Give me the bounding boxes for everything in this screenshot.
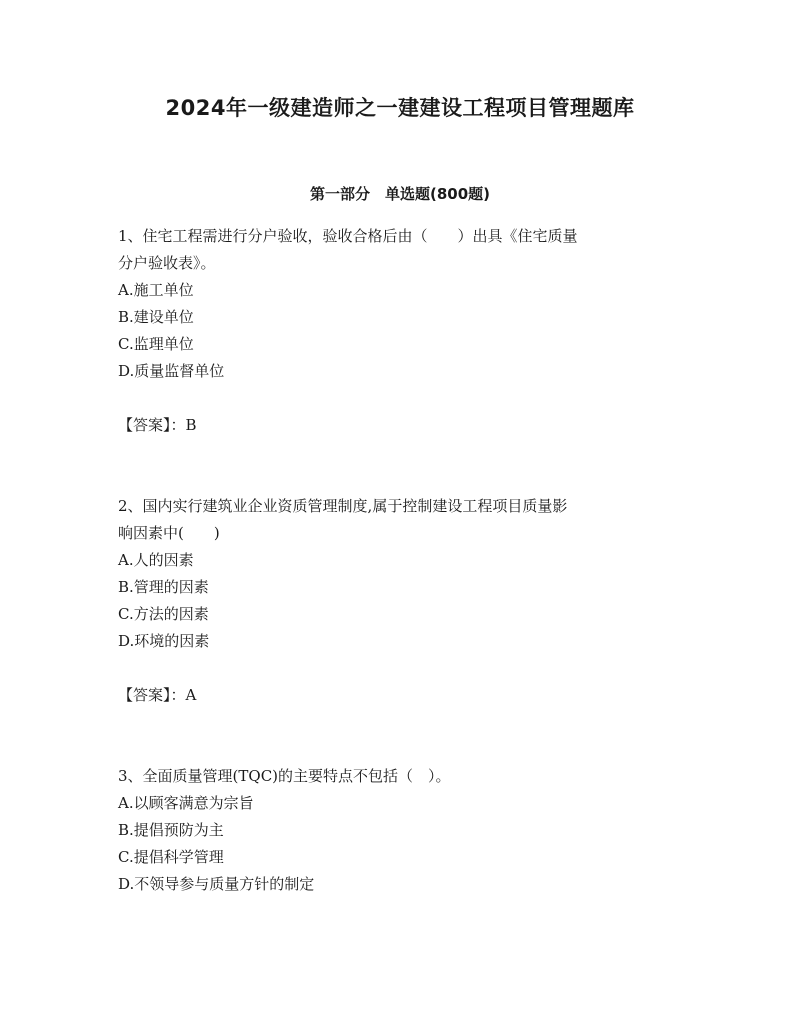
- option-d: D.环境的因素: [118, 632, 210, 650]
- answer-label: 【答案】：A: [118, 686, 197, 704]
- question-stem: 2、国内实行建筑业企业资质管理制度,属于控制建设工程项目质量影: [118, 497, 568, 515]
- option-b: B.提倡预防为主: [118, 821, 224, 839]
- section-title: 第一部分 单选题(800题): [309, 185, 491, 203]
- question-stem-continued: 分户验收表》。: [118, 254, 216, 272]
- option-c: C.监理单位: [118, 335, 194, 353]
- question-2: [118, 493, 678, 709]
- option-a: A.以顾客满意为宗旨: [118, 794, 254, 812]
- answer-label: 【答案】：B: [118, 416, 197, 434]
- document-title: 2024年一级建造师之一建建设工程项目管理题库: [165, 96, 635, 120]
- option-d: D.不领导参与质量方针的制定: [118, 875, 315, 893]
- option-c: C.提倡科学管理: [118, 848, 224, 866]
- option-b: B.建设单位: [118, 308, 194, 326]
- option-c: C.方法的因素: [118, 605, 209, 623]
- question-1: [118, 223, 678, 439]
- option-a: A.施工单位: [118, 281, 194, 299]
- question-stem: 1、住宅工程需进行分户验收，验收合格后由（ ）出具《住宅质量: [118, 227, 578, 245]
- question-stem: 3、全面质量管理(TQC)的主要特点不包括（ ）。: [118, 767, 451, 785]
- option-a: A.人的因素: [118, 551, 194, 569]
- option-b: B.管理的因素: [118, 578, 209, 596]
- option-d: D.质量监督单位: [118, 362, 225, 380]
- question-3: [118, 763, 678, 898]
- question-list: [118, 223, 678, 898]
- question-stem-continued: 响因素中( ): [118, 524, 220, 542]
